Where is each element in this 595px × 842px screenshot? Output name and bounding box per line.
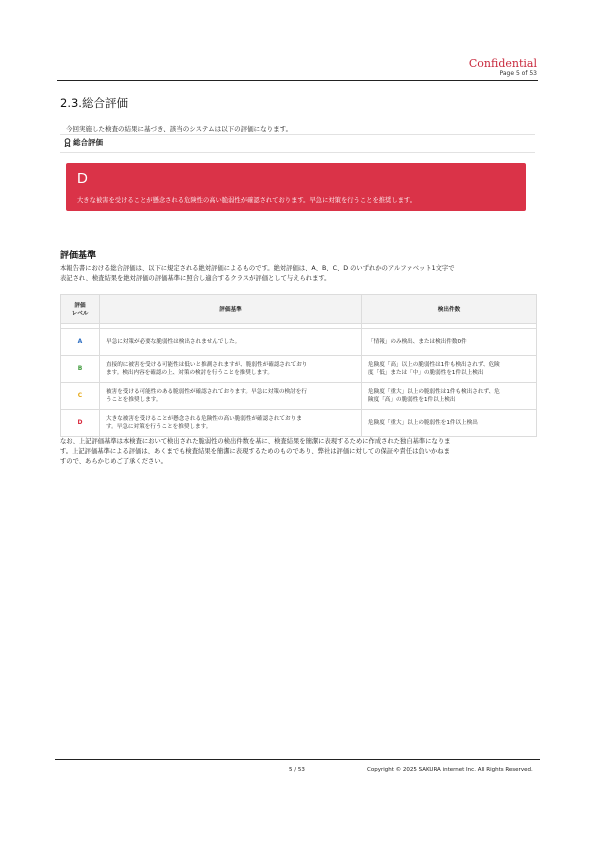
count-cell bbox=[362, 383, 537, 410]
cell-line: 大きな被害を受けることが懸念される危険性の高い脆弱性が確認されておりま bbox=[106, 416, 302, 422]
header-count: 検出件数 bbox=[362, 295, 537, 324]
cell-line: うことを推奨します。 bbox=[106, 397, 162, 403]
note-line: す。上記評価基準による評価は、あくまでも検査結果を簡潔に表現するためのものであり、弊社は評価に対しての保証や責任は負いかねま bbox=[60, 448, 450, 455]
table-header-row bbox=[61, 295, 537, 324]
table-row bbox=[61, 356, 537, 383]
header-divider bbox=[57, 80, 538, 81]
level-cell bbox=[61, 329, 100, 356]
cell-line: 険度「高」の脆弱性を1件以上検出 bbox=[368, 397, 456, 403]
note-line: なお、上記評価基準は本検査において検出された脆弱性の検出件数を基に、検査結果を簡潔に表現するために作成された独自基準になりま bbox=[60, 438, 451, 445]
table-row bbox=[61, 410, 537, 437]
cell-line: 危険度「重大」以上の脆弱性を1件以上検出 bbox=[368, 420, 478, 426]
footer-divider bbox=[55, 759, 540, 760]
criteria-description bbox=[60, 264, 540, 284]
confidential-mark: Confidential bbox=[468, 57, 537, 70]
grade-banner bbox=[66, 163, 526, 211]
footer-page-number: 5 / 53 bbox=[289, 767, 305, 773]
section-intro: 今回実施した検査の結果に基づき、該当のシステムは以下の評価になります。 bbox=[66, 125, 293, 133]
criteria-cell bbox=[100, 329, 362, 356]
award-icon bbox=[64, 138, 71, 149]
level-label: D bbox=[77, 419, 83, 426]
criteria-cell bbox=[100, 356, 362, 383]
table-row bbox=[61, 329, 537, 356]
note-line: すので、あらかじめご了承ください。 bbox=[60, 458, 167, 465]
grade-message: 大きな被害を受けることが懸念される危険性の高い脆弱性が確認されております。早急に対策を行うことを推奨します。 bbox=[77, 197, 417, 204]
table-row bbox=[61, 383, 537, 410]
overall-rating-subheading bbox=[60, 137, 535, 153]
criteria-cell bbox=[100, 383, 362, 410]
footer-copyright: Copyright © 2025 SAKURA internet Inc. All Rights Reserved. bbox=[367, 767, 533, 773]
level-label: B bbox=[77, 365, 83, 372]
criteria-table bbox=[60, 294, 537, 437]
level-label: A bbox=[77, 338, 83, 345]
count-cell bbox=[362, 410, 537, 437]
criteria-cell bbox=[100, 410, 362, 437]
cell-line: 被害を受ける可能性のある脆弱性が確認されております。早急に対策の検討を行 bbox=[106, 389, 307, 395]
cell-line: 直接的に被害を受ける可能性は低いと推測されますが、脆弱性が確認されており bbox=[106, 362, 308, 368]
intro-divider bbox=[60, 134, 535, 135]
page-indicator: Page 5 of 53 bbox=[499, 70, 537, 77]
criteria-description-line: 表記され、検査結果を絶対評価の評価基準に照合し適合するクラスが評価として与えられます。 bbox=[60, 275, 331, 282]
header-level bbox=[61, 295, 100, 324]
header-criteria: 評価基準 bbox=[100, 295, 362, 324]
level-cell bbox=[61, 383, 100, 410]
level-label: C bbox=[77, 392, 83, 399]
header-level-line: 評価 bbox=[74, 303, 86, 309]
level-cell bbox=[61, 410, 100, 437]
cell-line: ます。検出内容を確認の上、対策の検討を行うことを推奨します。 bbox=[106, 370, 273, 376]
count-cell bbox=[362, 329, 537, 356]
count-cell bbox=[362, 356, 537, 383]
criteria-description-line: 本報告書における総合評価は、以下に規定される絶対評価によるものです。絶対評価は、A、B、C、D のいずれかのアルファベット1文字で bbox=[60, 265, 455, 272]
grade-level: D bbox=[77, 170, 88, 187]
header-level-line: レベル bbox=[71, 311, 89, 317]
level-cell bbox=[61, 356, 100, 383]
cell-line: 「情報」のみ検出、または検出件数0件 bbox=[368, 339, 467, 345]
criteria-heading: 評価基準 bbox=[60, 251, 97, 261]
disclaimer-note bbox=[60, 437, 540, 467]
cell-line: 危険度「重大」以上の脆弱性は1件も検出されず、危 bbox=[368, 389, 500, 395]
section-title: 2.3.総合評価 bbox=[60, 96, 128, 110]
subheading-label: 総合評価 bbox=[73, 138, 103, 147]
cell-line: 度「低」または「中」の脆弱性を1件以上検出 bbox=[368, 370, 484, 376]
cell-line: す。早急に対策を行うことを推奨します。 bbox=[106, 424, 212, 430]
cell-line: 早急に対策が必要な脆弱性は検出されませんでした。 bbox=[106, 339, 241, 345]
cell-line: 危険度「高」以上の脆弱性は1件も検出されず、危険 bbox=[368, 362, 500, 368]
